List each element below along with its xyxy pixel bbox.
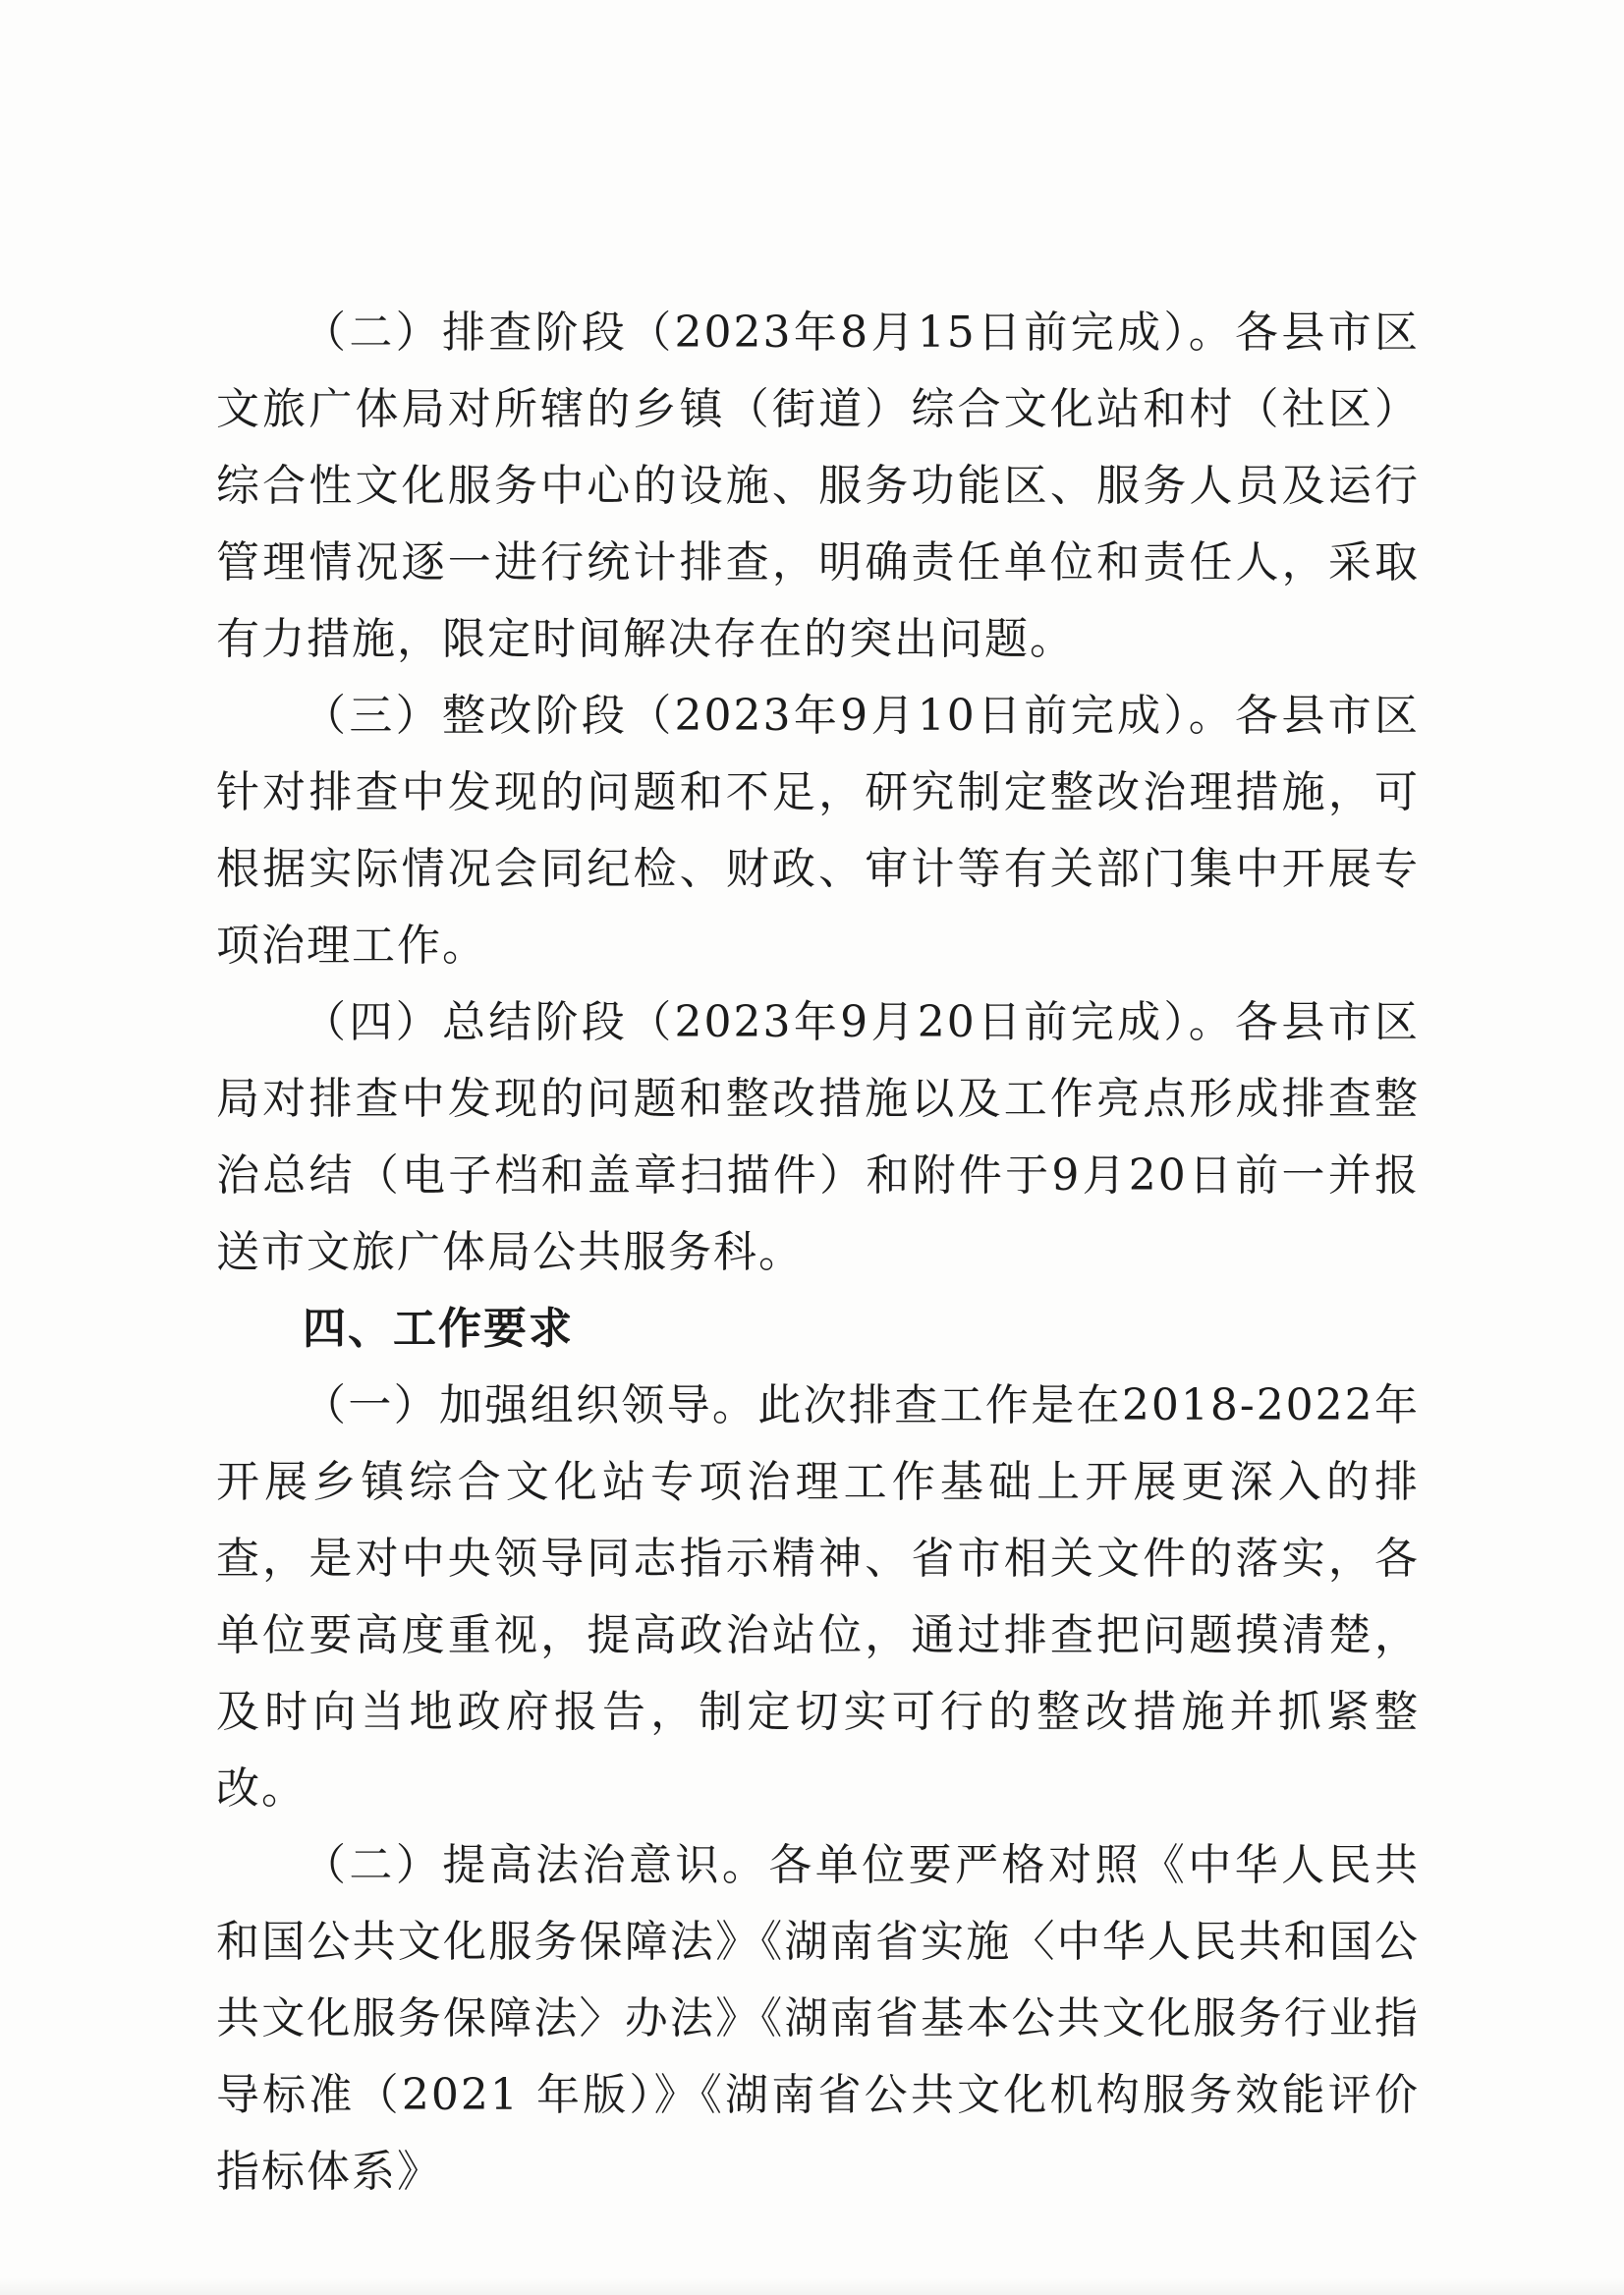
paragraph-legal-awareness: （二）提高法治意识。各单位要严格对照《中华人民共和国公共文化服务保障法》《湖南省实施〈中华人民共和国公共文化服务保障法〉办法》《湖南省基本公共文化服务行业指导标准（2021 年版）》《湖南省公共文化机构服务效能评价指标体系》: [216, 1840, 1420, 2197]
paragraph-strengthen-leadership: （一）加强组织领导。此次排查工作是在2018-2022年开展乡镇综合文化站专项治理工作基础上开展更深入的排查，是对中央领导同志指示精神、省市相关文件的落实，各单位要高度重视，提高政治站位，通过排查把问题摸清楚，及时向当地政府报告，制定切实可行的整改措施并抓紧整改。: [216, 1380, 1420, 1814]
paragraph-rectification-stage: （三）整改阶段（2023年9月10日前完成）。各县市区针对排查中发现的问题和不足，研究制定整改治理措施，可根据实际情况会同纪检、财政、审计等有关部门集中开展专项治理工作。: [216, 691, 1420, 971]
paragraph-investigation-stage: （二）排查阶段（2023年8月15日前完成）。各县市区文旅广体局对所辖的乡镇（街道）综合文化站和村（社区）综合性文化服务中心的设施、服务功能区、服务人员及运行管理情况逐一进行统计排查，明确责任单位和责任人，采取有力措施，限定时间解决存在的突出问题。: [216, 308, 1420, 664]
scan-shadow: [0, 2277, 1624, 2295]
paragraph-summary-stage: （四）总结阶段（2023年9月20日前完成）。各县市区局对排查中发现的问题和整改措施以及工作亮点形成排查整治总结（电子档和盖章扫描件）和附件于9月20日前一并报送市文旅广体局公共服务科。: [216, 997, 1420, 1277]
section-heading-work-requirements: 四、工作要求: [303, 1304, 574, 1354]
document-body: [216, 295, 1420, 2211]
